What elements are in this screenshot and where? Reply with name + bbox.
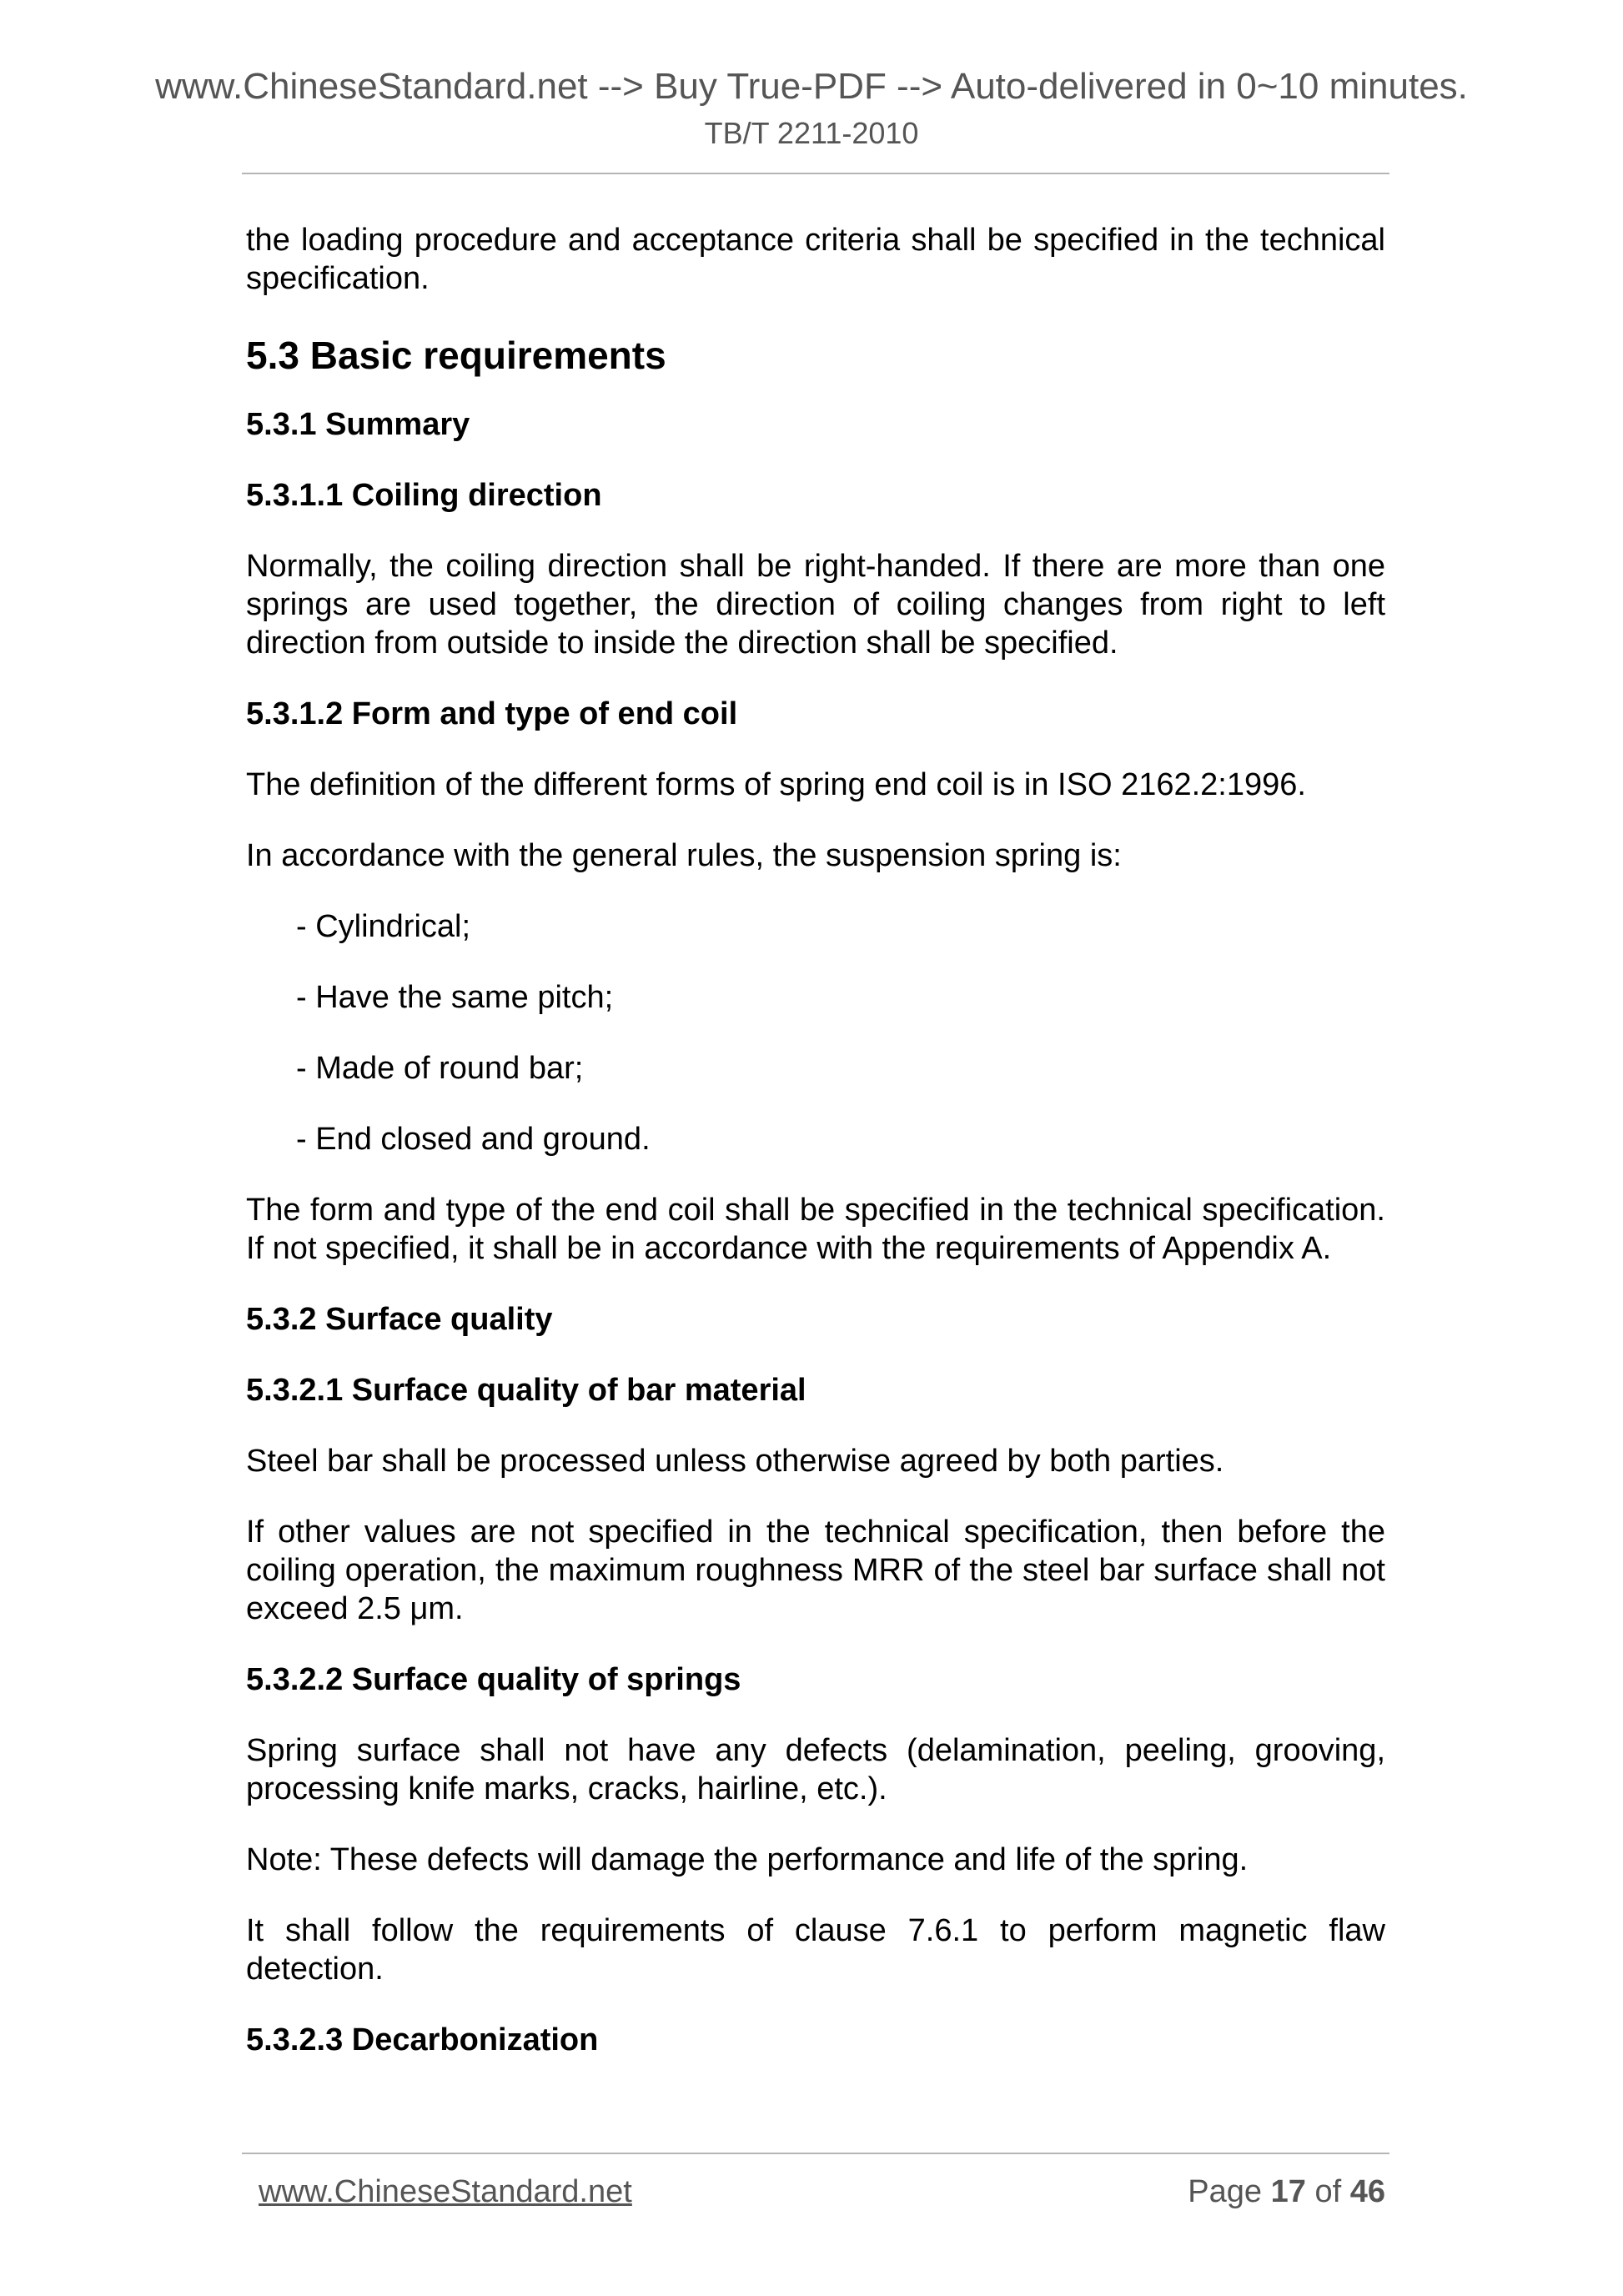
general-rules-paragraph: In accordance with the general rules, the suspension spring is: [246, 838, 1122, 873]
section-5-3-1-2-heading: 5.3.1.2 Form and type of end coil [246, 696, 738, 731]
header-standard-code: TB/T 2211-2010 [704, 116, 919, 150]
defects-paragraph: Spring surface shall not have any defects (delamination, peeling, grooving, processing knife marks, cracks, hairline, etc.). [246, 1733, 1385, 1806]
header-divider [242, 173, 1389, 174]
of-label: of [1314, 2174, 1342, 2209]
page-total: 46 [1349, 2174, 1385, 2209]
list-item: - Made of round bar; [296, 1051, 584, 1086]
header-site-line: www.ChineseStandard.net --> Buy True-PDF --> Auto-delivered in 0~10 minutes. [155, 66, 1468, 107]
page-current: 17 [1270, 2174, 1306, 2209]
section-5-3-heading: 5.3 Basic requirements [246, 334, 666, 377]
list-item: - End closed and ground. [296, 1122, 651, 1157]
section-5-3-1-1-heading: 5.3.1.1 Coiling direction [246, 478, 602, 513]
list-item: - Have the same pitch; [296, 980, 614, 1015]
section-5-3-2-3-heading: 5.3.2.3 Decarbonization [246, 2022, 599, 2057]
section-5-3-2-heading: 5.3.2 Surface quality [246, 1302, 553, 1337]
form-type-paragraph: The form and type of the end coil shall be specified in the technical specification. If not specified, it shall be in accordance with the requirements of Appendix A. [246, 1193, 1385, 1266]
section-5-3-2-1-heading: 5.3.2.1 Surface quality of bar material [246, 1373, 806, 1408]
steel-bar-paragraph: Steel bar shall be processed unless otherwise agreed by both parties. [246, 1444, 1224, 1479]
definition-paragraph: The definition of the different forms of spring end coil is in ISO 2162.2:1996. [246, 767, 1306, 802]
coiling-paragraph: Normally, the coiling direction shall be right-handed. If there are more than one springs are used together, the direction of coiling changes from right to left direction from outside to inside the direction shall be specified. [246, 549, 1385, 661]
magnetic-detection-paragraph: It shall follow the requirements of clause 7.6.1 to perform magnetic flaw detection. [246, 1913, 1385, 1987]
section-5-3-1-heading: 5.3.1 Summary [246, 407, 470, 442]
document-body [246, 221, 1385, 2092]
roughness-paragraph: If other values are not specified in the technical specification, then before the coiling operation, the maximum roughness MRR of the steel bar surface shall not exceed 2.5 μm. [246, 1515, 1385, 1626]
section-5-3-2-2-heading: 5.3.2.2 Surface quality of springs [246, 1662, 741, 1697]
footer-site-link[interactable]: www.ChineseStandard.net [259, 2174, 632, 2209]
page-indicator [1188, 2173, 1385, 2211]
note-paragraph: Note: These defects will damage the performance and life of the spring. [246, 1842, 1249, 1877]
footer-divider [242, 2153, 1389, 2154]
page-label: Page [1188, 2174, 1263, 2209]
intro-paragraph: the loading procedure and acceptance criteria shall be specified in the technical specification. [246, 223, 1385, 296]
list-item: - Cylindrical; [296, 909, 471, 944]
